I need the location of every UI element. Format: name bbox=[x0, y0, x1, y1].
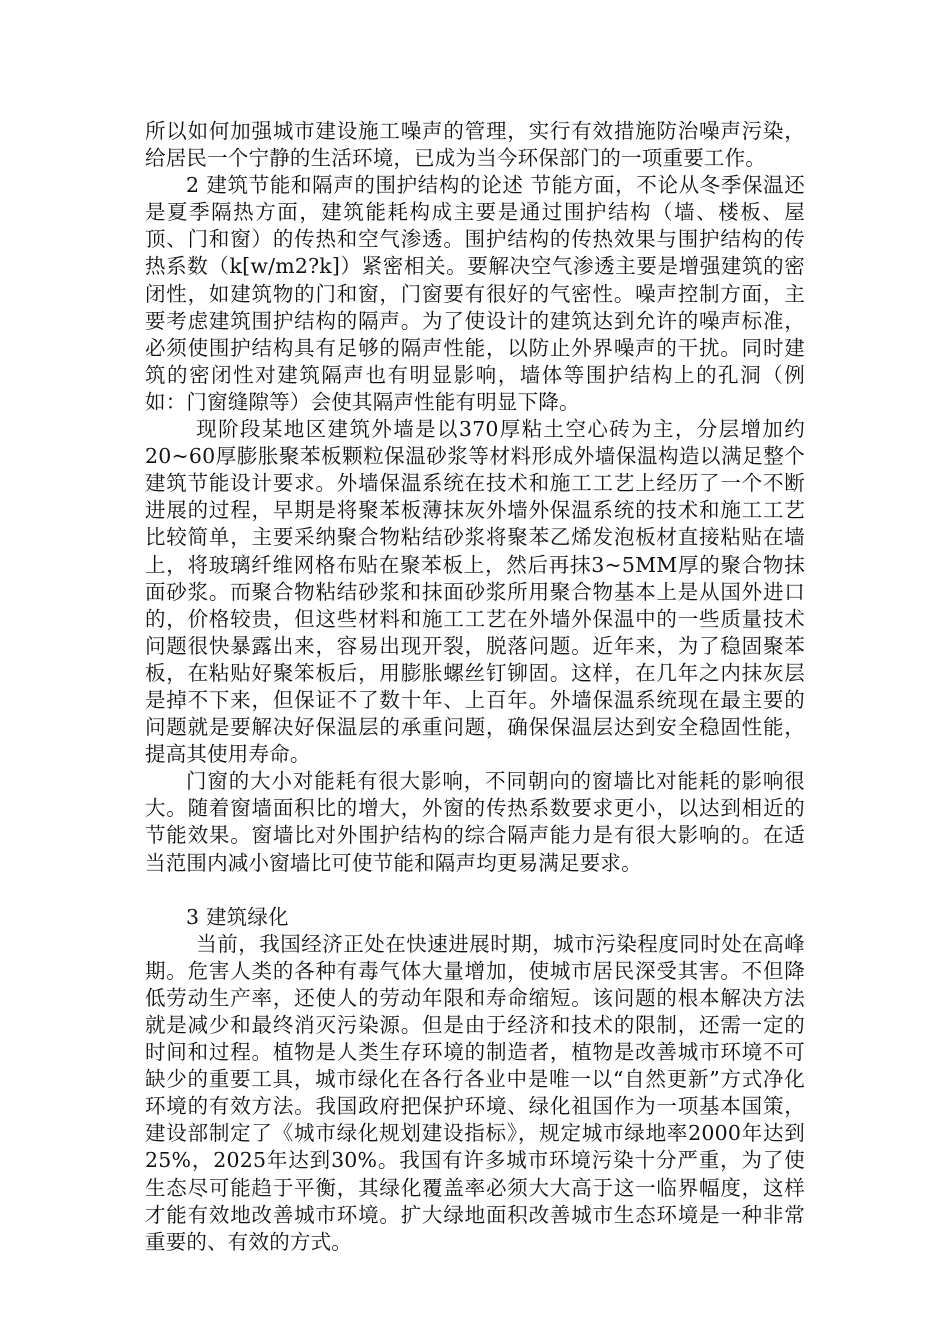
paragraph-exterior-wall-insulation: 现阶段某地区建筑外墙是以370厚粘土空心砖为主，分层增加约20~60厚膨胀聚苯板颗粒保温砂浆等材料形成外墙保温构造以满足整个建筑节能设计要求。外墙保温系统在技术和施工工艺上经历了一个不断进展的过程，早期是将聚苯板薄抹灰外墙外保温系统的技术和施工工艺比较简单，主要采纳聚合物粘结砂浆将聚苯乙烯发泡板材直接粘贴在墙上，将玻璃纤维网格布贴在聚苯板上，然后再抹3~5MM厚的聚合物抹面砂浆。而聚合物粘结砂浆和抹面砂浆所用聚合物基本上是从国外进口的，价格较贵，但这些材料和施工工艺在外墙外保温中的一些质量技术问题很快暴露出来，容易出现开裂，脱落问题。近年来，为了稳固聚苯板，在粘贴好聚笨板后，用膨胀螺丝钉铆固。这样，在几年之内抹灰层是掉不下来，但保证不了数十年、上百年。外墙保温系统现在最主要的问题就是要解决好保温层的承重问题，确保保温层达到安全稳固性能，提高其使用寿命。 bbox=[145, 417, 805, 767]
paragraph-urban-greening: 当前，我国经济正处在快速进展时期，城市污染程度同时处在高峰期。危害人类的各种有毒气体大量增加，使城市居民深受其害。不但降低劳动生产率，还使人的劳动年限和寿命缩短。该问题的根本解决方法就是减少和最终消灭污染源。但是由于经济和技术的限制，还需一定的时间和过程。植物是人类生存环境的制造者，植物是改善城市环境不可缺少的重要工具，城市绿化在各行各业中是唯一以“自然更新”方式净化环境的有效方法。我国政府把保护环境、绿化祖国作为一项基本国策，建设部制定了《城市绿化规划建设指标》，规定城市绿地率2000年达到25%，2025年达到30%。我国有许多城市环境污染十分严重，为了使生态尽可能趋于平衡，其绿化覆盖率必须大大高于这一临界幅度，这样才能有效地改善城市环境。扩大绿地面积改善城市生态环境是一种非常重要的、有效的方式。 bbox=[145, 931, 805, 1254]
paragraph-window-wall-ratio: 门窗的大小对能耗有很大影响，不同朝向的窗墙比对能耗的影响很大。随着窗墙面积比的增大，外窗的传热系数要求更小，以达到相近的节能效果。窗墙比对外围护结构的综合隔声能力是有很大影响的。在适当范围内减小窗墙比可使节能和隔声均更易满足要求。 bbox=[145, 769, 805, 875]
paragraph-noise-management: 所以如何加强城市建设施工噪声的管理，实行有效措施防治噪声污染，给居民一个宁静的生活环境，已成为当今环保部门的一项重要工作。 bbox=[145, 119, 805, 171]
paragraph-enclosure-structure: 2 建筑节能和隔声的围护结构的论述 节能方面，不论从冬季保温还是夏季隔热方面，建筑能耗构成主要是通过围护结构（墙、楼板、屋顶、门和窗）的传热和空气渗透。围护结构的传热效果与围护结构的传热系数（k[w/m2?k]）紧密相关。要解决空气渗透主要是增强建筑的密闭性，如建筑物的门和窗，门窗要有很好的气密性。噪声控制方面，主要考虑建筑围护结构的隔声。为了使设计的建筑达到允许的噪声标准，必须使围护结构具有足够的隔声性能，以防止外界噪声的干扰。同时建筑的密闭性对建筑隔声也有明显影响，墙体等围护结构上的孔洞（例如：门窗缝隙等）会使其隔声性能有明显下降。 bbox=[145, 173, 805, 414]
document-body bbox=[145, 118, 805, 1256]
section-heading-building-greening: 3 建筑绿化 bbox=[186, 904, 289, 929]
paragraph-spacer bbox=[145, 877, 805, 904]
